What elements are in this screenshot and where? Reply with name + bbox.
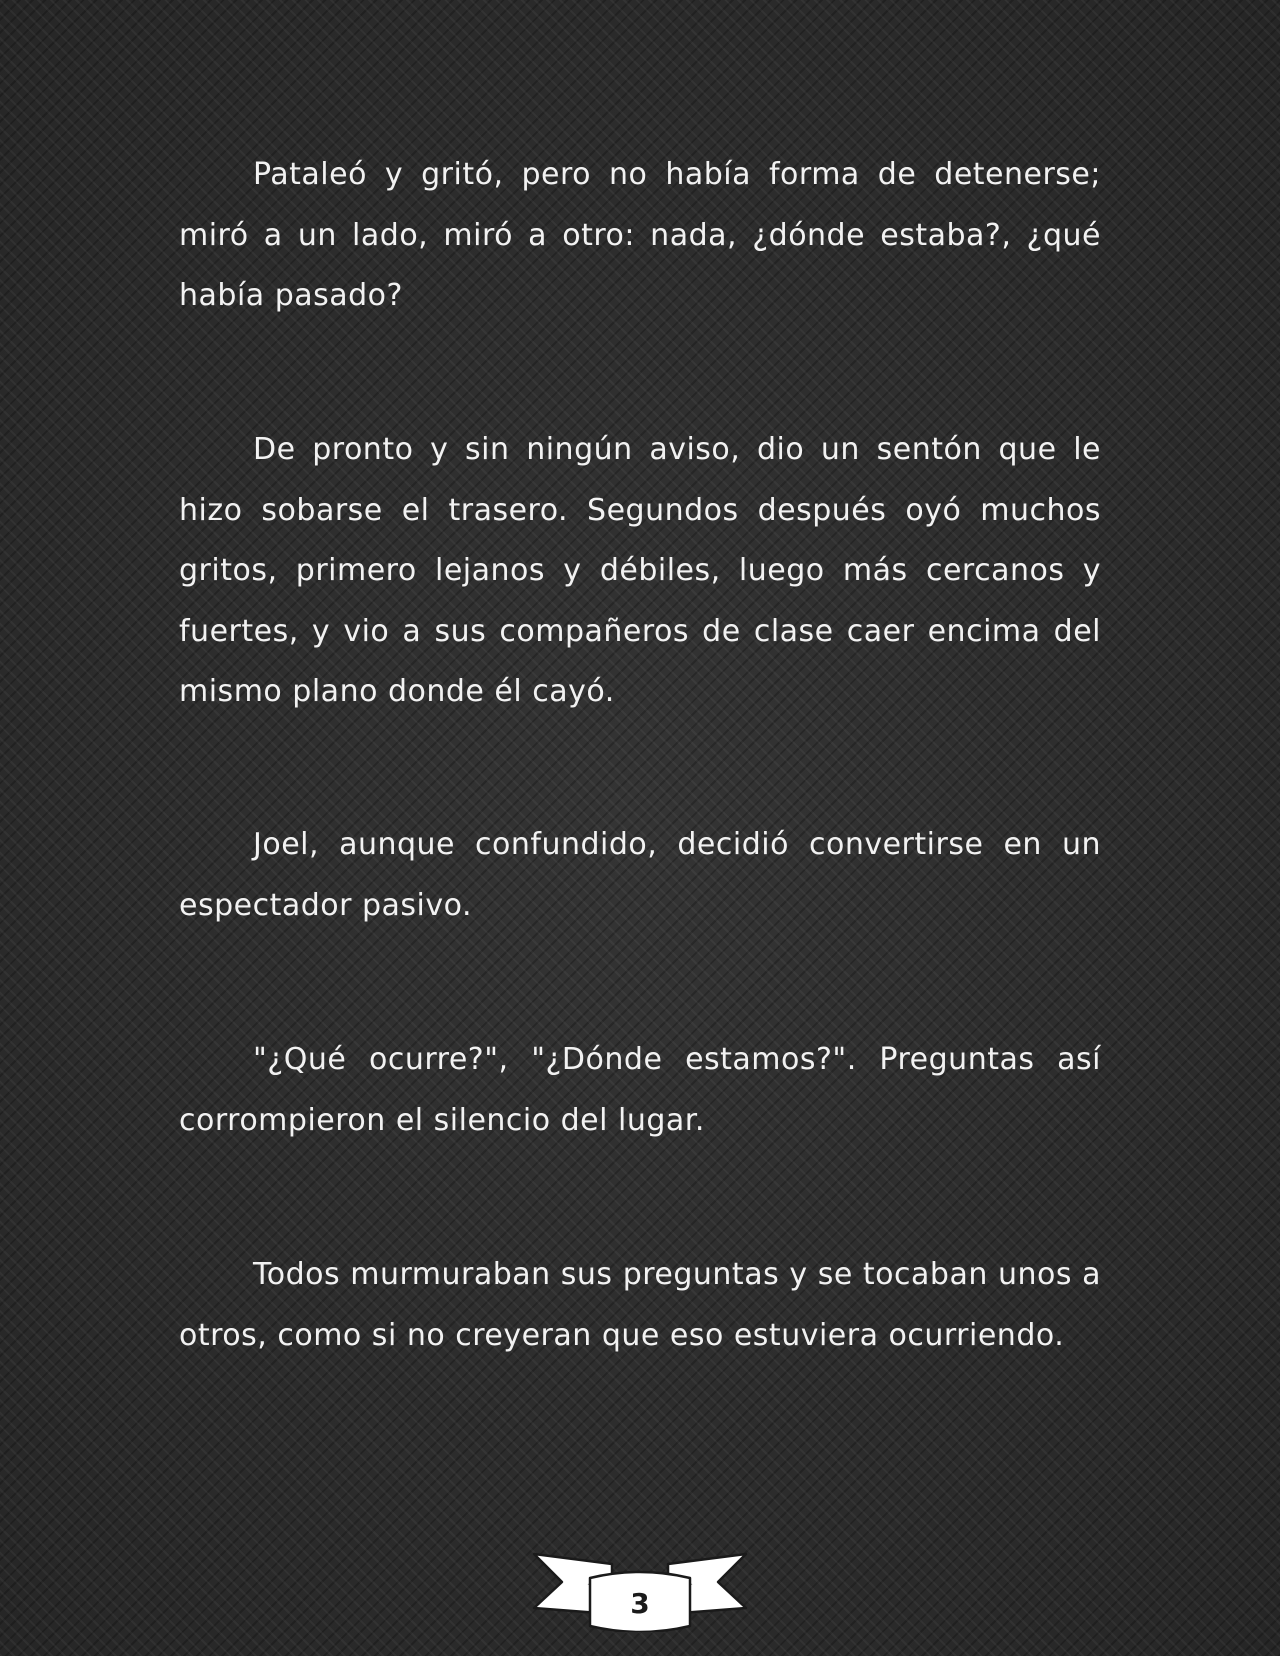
paragraph-4 xyxy=(179,1030,1101,1151)
paragraph-1 xyxy=(179,145,1101,327)
paragraph-3 xyxy=(179,815,1101,936)
paragraph-text: Joel, aunque confundido, decidió convertirse en un espectador pasivo. xyxy=(179,827,1101,923)
page-number-banner xyxy=(532,1548,748,1632)
paragraph-text: Todos murmuraban sus preguntas y se tocaban unos a otros, como si no creyeran que eso estuviera ocurriendo. xyxy=(179,1257,1101,1353)
paragraph-2 xyxy=(179,420,1101,723)
page-number: 3 xyxy=(630,1587,650,1620)
paragraph-text: "¿Qué ocurre?", "¿Dónde estamos?". Preguntas así corrompieron el silencio del lugar. xyxy=(179,1042,1101,1138)
paragraph-text: De pronto y sin ningún aviso, dio un sentón que le hizo sobarse el trasero. Segundos después oyó muchos gritos, primero lejanos y débiles, luego más cercanos y fuertes, y vio a sus compañeros de clase caer encima del mismo plano donde él cayó. xyxy=(179,432,1101,709)
paragraph-text: Pataleó y gritó, pero no había forma de detenerse; miró a un lado, miró a otro: nada, ¿dónde estaba?, ¿qué había pasado? xyxy=(179,157,1101,313)
paragraph-5 xyxy=(179,1245,1101,1366)
